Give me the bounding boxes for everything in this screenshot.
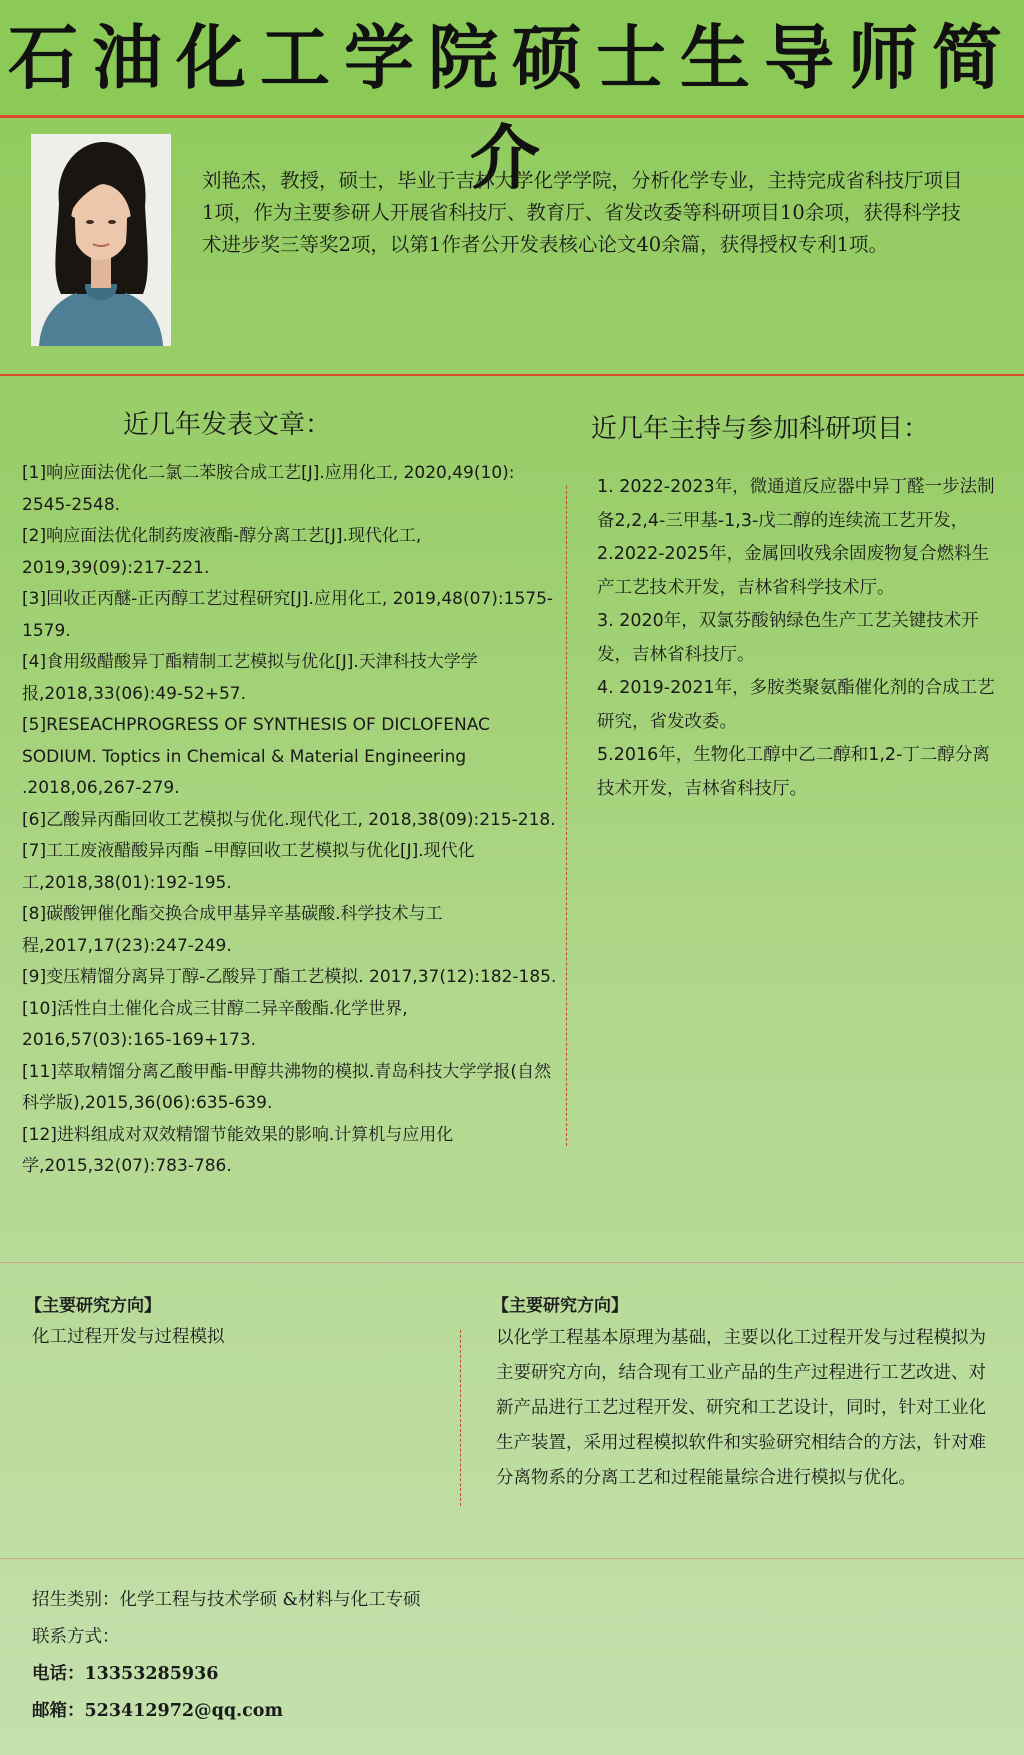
enroll-type: 招生类别：化学工程与技术学硕 &材料与化工专硕 [32,1590,421,1610]
profile-section [0,118,1024,374]
column-divider [566,486,567,1146]
divider [0,1558,1024,1559]
project-item: 1. 2022-2023年，微通道反应器中异丁醛一步法制备2,2,4-三甲基-1,3-戊二醇的连续流工艺开发， [597,477,995,531]
publication-item: [5]RESEACHPROGRESS OF SYNTHESIS OF DICLOFENAC SODIUM. Toptics in Chemical & Material Engineering .2018,06,267-279. [22,715,490,798]
contact-section [32,1582,992,1730]
publication-item: [12]进料组成对双效精馏节能效果的影响.计算机与应用化学,2015,32(07):783-786. [22,1124,454,1176]
portrait-illustration [31,134,171,346]
publication-item: [4]食用级醋酸异丁酯精制工艺模拟与优化[J].天津科技大学学报,2018,33(06):49-52+57. [22,652,478,704]
project-item: 3. 2020年，双氯芬酸钠绿色生产工艺关键技术开发，吉林省科技厅。 [597,611,979,665]
header-banner [0,0,1024,199]
portrait-photo [31,134,171,346]
phone-number: 电话：13353285936 [32,1664,219,1684]
project-item: 2.2022-2025年，金属回收残余固废物复合燃料生产工艺技术开发，吉林省科学技术厅。 [597,544,990,598]
project-item: 4. 2019-2021年，多胺类聚氨酯催化剂的合成工艺研究，省发改委。 [597,678,995,732]
research-title-right: 【主要研究方向】 [492,1296,628,1316]
research-text-right: 以化学工程基本原理为基础，主要以化工过程开发与过程模拟为主要研究方向，结合现有工业产品的生产过程进行工艺改进、对新产品进行工艺过程开发、研究和工艺设计，同时，针对工业化生产装置，采用过程模拟软件和实验研究相结合的方法，针对难分离物系的分离工艺和过程能量综合进行模拟与优化。 [496,1328,986,1488]
projects-heading: 近几年主持与参加科研项目： [591,414,930,444]
contact-label: 联系方式： [32,1627,120,1647]
publication-item: [6]乙酸异丙酯回收工艺模拟与优化.现代化工, 2018,38(09):215-218. [22,809,556,830]
publications-heading: 近几年发表文章： [123,410,332,440]
publication-item: [3]回收正丙醚-正丙醇工艺过程研究[J].应用化工, 2019,48(07):1575-1579. [22,589,554,641]
project-item: 5.2016年，生物化工醇中乙二醇和1,2-丁二醇分离技术开发，吉林省科技厅。 [597,745,990,799]
publications-list [22,458,557,1183]
publication-item: [8]碳酸钾催化酯交换合成甲基异辛基碳酸.科学技术与工程,2017,17(23):247-249. [22,904,443,956]
email-address: 邮箱：523412972@qq.com [32,1701,283,1721]
research-text-left: 化工过程开发与过程模拟 [32,1327,225,1347]
projects-list [597,471,997,806]
publication-item: [7]工工废液醋酸异丙酯 –甲醇回收工艺模拟与优化[J].现代化工,2018,38(01):192-195. [22,841,475,893]
column-divider [460,1330,461,1506]
publication-item: [11]萃取精馏分离乙酸甲酯-甲醇共沸物的模拟.青岛科技大学学报(自然科学版),2015,36(06):635-639. [22,1061,552,1113]
intro-text: 刘艳杰，教授，硕士，毕业于吉林大学化学学院，分析化学专业，主持完成省科技厅项目1项，作为主要参研人开展省科技厅、教育厅、省发改委等科研项目10余项，获得科学技术进步奖三等奖2项，以第1作者公开发表核心论文40余篇，获得授权专利1项。 [202,169,963,256]
publication-item: [10]活性白土催化合成三甘醇二异辛酸酯.化学世界, 2016,57(03):165-169+173. [22,998,408,1050]
page-title: 石油化工学院硕士生导师简介 [8,16,1016,199]
divider [0,1262,1024,1263]
divider [0,374,1024,376]
publication-item: [2]响应面法优化制药废液酯-醇分离工艺[J].现代化工, 2019,39(09):217-221. [22,526,422,578]
publication-item: [1]响应面法优化二氯二苯胺合成工艺[J].应用化工, 2020,49(10): 2545-2548. [22,463,515,515]
research-title-left: 【主要研究方向】 [25,1296,161,1316]
publication-item: [9]变压精馏分离异丁醇-乙酸异丁酯工艺模拟. 2017,37(12):182-185. [22,967,557,987]
